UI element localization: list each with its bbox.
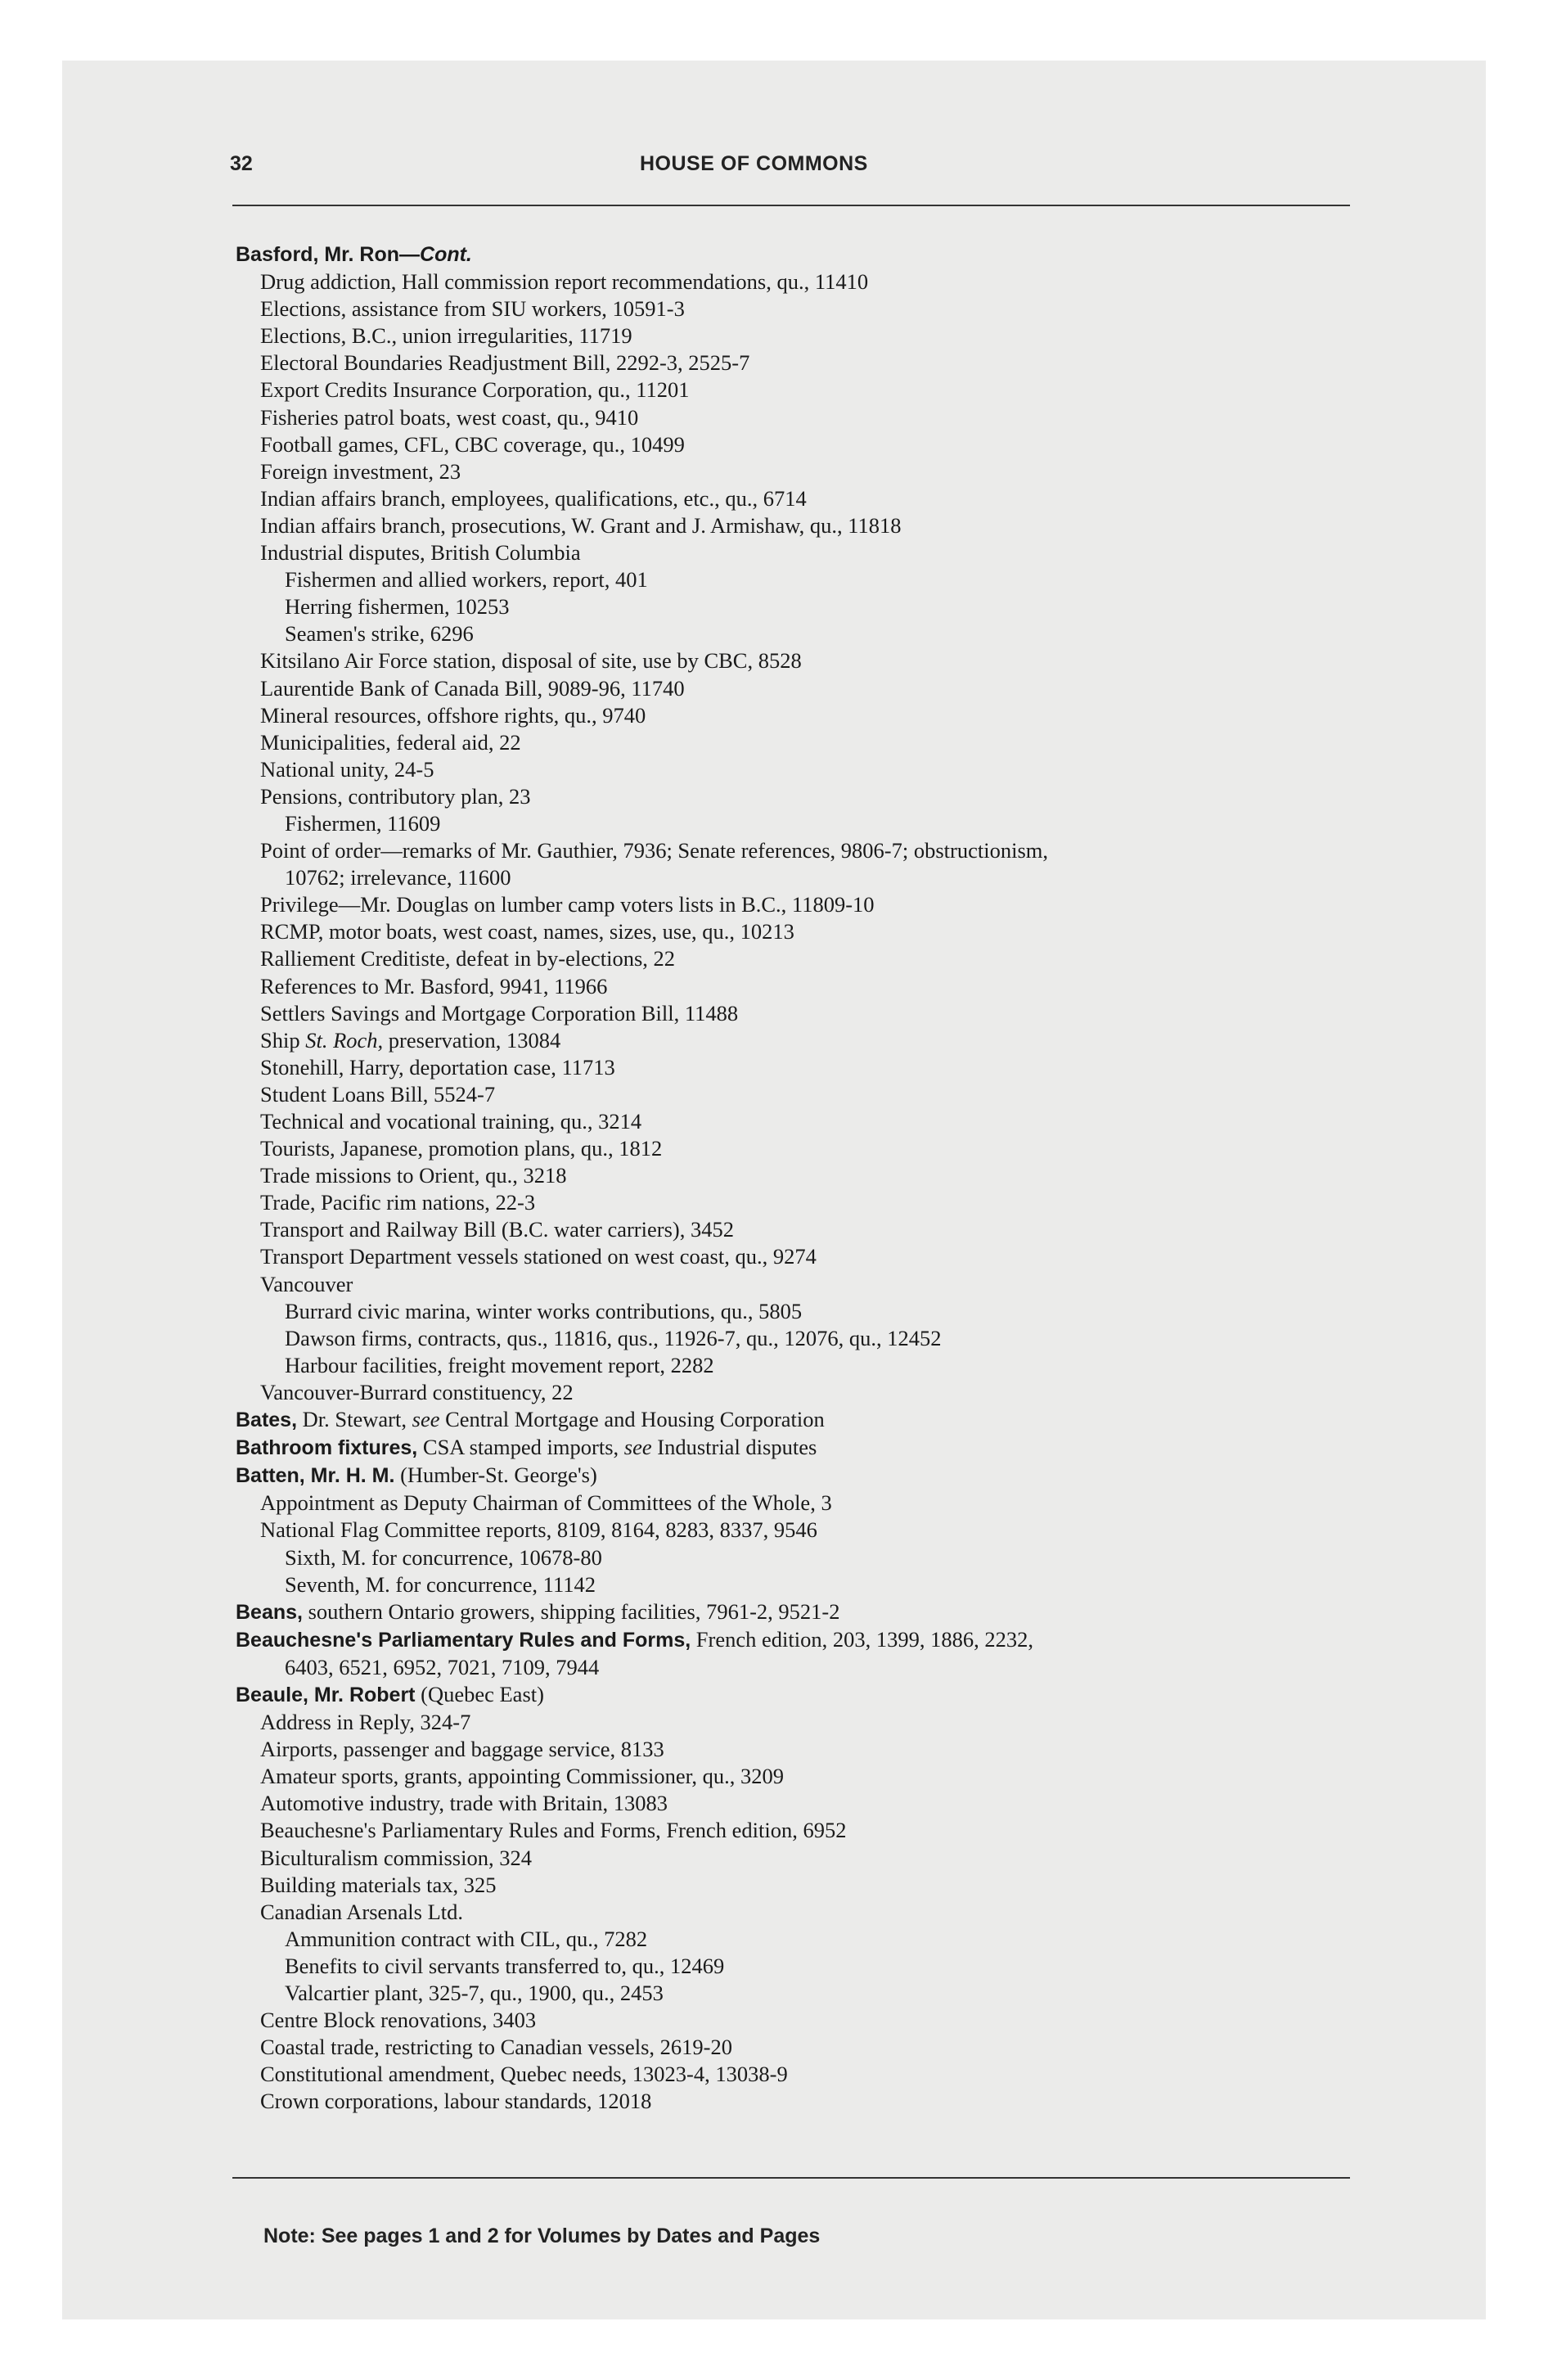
entry-text: Foreign investment, 23 (260, 458, 461, 484)
index-subentry (236, 1352, 1381, 1379)
entry-text: Technical and vocational training, qu., 3214 (260, 1109, 642, 1134)
index-subentry (236, 1980, 1381, 2007)
entry-text: Elections, B.C., union irregularities, 11719 (260, 323, 632, 349)
index-subentry (236, 349, 1381, 376)
entry-text: Transport and Railway Bill (B.C. water carriers), 3452 (260, 1217, 734, 1242)
entry-text: Automotive industry, trade with Britain, 13083 (260, 1791, 668, 1816)
entry-text: Transport Department vessels stationed on west coast, qu., 9274 (260, 1244, 817, 1269)
footer-rule (232, 2177, 1350, 2179)
entry-text: RCMP, motor boats, west coast, names, sizes, use, qu., 10213 (260, 919, 794, 944)
entry-text: (Humber-St. George's) (394, 1463, 597, 1488)
entry-text: Beaule, Mr. Robert (236, 1683, 416, 1706)
entry-text: Canadian Arsenals Ltd. (260, 1899, 464, 1924)
index-subentry (236, 1845, 1381, 1872)
index-subentry (236, 2007, 1381, 2034)
index-subentry (236, 1243, 1381, 1270)
index-subentry (236, 1926, 1381, 1953)
entry-text: see (412, 1407, 440, 1432)
index-subentry (236, 1325, 1381, 1352)
entry-text: Central Mortgage and Housing Corporation (439, 1407, 825, 1432)
entry-text: Airports, passenger and baggage service, 8133 (260, 1737, 664, 1762)
index-subentry (236, 1108, 1381, 1135)
index-subentry (236, 864, 1381, 891)
entry-text: Bates, (236, 1409, 298, 1432)
entry-text: (Quebec East) (415, 1681, 544, 1706)
index-heading (236, 1406, 1381, 1434)
entry-text: Centre Block renovations, 3403 (260, 2008, 537, 2033)
index-subentry (236, 1135, 1381, 1162)
index-subentry (236, 1899, 1381, 1926)
entry-text: Beauchesne's Parliamentary Rules and Forms, French edition, 6952 (260, 1818, 847, 1843)
entry-text: Batten, Mr. H. M. (236, 1464, 395, 1488)
index-subentry (236, 1709, 1381, 1736)
entry-text: preservation, 13084 (383, 1027, 561, 1053)
entry-text: Industrial disputes (651, 1435, 817, 1460)
entry-text: Beauchesne's Parliamentary Rules and Forms, (236, 1628, 691, 1652)
entry-text: Electoral Boundaries Readjustment Bill, 2292-3, 2525-7 (260, 350, 750, 376)
index-subentry (236, 566, 1381, 593)
entry-text: Indian affairs branch, prosecutions, W. Grant and J. Armishaw, qu., 11818 (260, 512, 902, 538)
entry-text: National unity, 24-5 (260, 756, 434, 782)
entry-text: Trade, Pacific rim nations, 22-3 (260, 1190, 536, 1215)
index-heading (236, 1626, 1381, 1654)
entry-text: Harbour facilities, freight movement report, 2282 (285, 1352, 714, 1377)
entry-text: Stonehill, Harry, deportation case, 11713 (260, 1054, 615, 1080)
index-subentry (236, 1953, 1381, 1980)
index-subentry (236, 837, 1381, 864)
entry-text: southern Ontario growers, shipping facilities, 7961-2, 9521-2 (302, 1598, 840, 1624)
index-subentry (236, 1790, 1381, 1817)
entry-text: National Flag Committee reports, 8109, 8164, 8283, 8337, 9546 (260, 1517, 817, 1543)
index-subentry (236, 295, 1381, 322)
index-subentry (236, 1571, 1381, 1598)
index-subentry (236, 2034, 1381, 2061)
entry-text: Burrard civic marina, winter works contributions, qu., 5805 (285, 1298, 803, 1323)
index-subentry (236, 512, 1381, 539)
index-subentry (236, 702, 1381, 729)
entry-text: Elections, assistance from SIU workers, 10591-3 (260, 296, 685, 322)
running-title: HOUSE OF COMMONS (640, 152, 868, 175)
entry-text: Seventh, M. for concurrence, 11142 (285, 1571, 596, 1597)
index-heading (236, 1681, 1381, 1709)
index-subentry (236, 539, 1381, 566)
index-subentry (236, 485, 1381, 512)
entry-text: Tourists, Japanese, promotion plans, qu., 1812 (260, 1136, 663, 1161)
index-subentry (236, 404, 1381, 431)
entry-text: Point of order—remarks of Mr. Gauthier, 7936; Senate references, 9806-7; obstructionism, (260, 838, 1049, 863)
entry-text: Football games, CFL, CBC coverage, qu., 10499 (260, 431, 685, 457)
entry-text: 10762; irrelevance, 11600 (285, 865, 511, 890)
index-subentry (236, 973, 1381, 1000)
index-subentry (236, 1872, 1381, 1899)
entry-text: Mineral resources, offshore rights, qu., 9740 (260, 702, 646, 728)
entry-text: Valcartier plant, 325-7, qu., 1900, qu., 2453 (285, 1981, 664, 2005)
entry-text: Amateur sports, grants, appointing Commissioner, qu., 3209 (260, 1764, 785, 1789)
entry-text: Fishermen, 11609 (285, 810, 441, 836)
entry-text: Sixth, M. for concurrence, 10678-80 (285, 1544, 602, 1570)
entry-text: Crown corporations, labour standards, 12018 (260, 2089, 652, 2114)
entry-text: Ralliement Creditiste, defeat in by-elections, 22 (260, 946, 676, 971)
entry-text: Benefits to civil servants transferred to, qu., 12469 (285, 1953, 725, 1978)
entry-text: Privilege—Mr. Douglas on lumber camp voters lists in B.C., 11809-10 (260, 892, 875, 917)
entry-text: Fishermen and allied workers, report, 401 (285, 567, 648, 593)
index-heading (236, 1434, 1381, 1462)
entry-text: Address in Reply, 324-7 (260, 1710, 471, 1735)
index-subentry (236, 268, 1381, 295)
entry-text: CSA stamped imports, (417, 1435, 624, 1460)
index-subentry (236, 1379, 1381, 1406)
entry-text: Constitutional amendment, Quebec needs, 13023-4, 13038-9 (260, 2062, 788, 2087)
index-subentry (236, 1189, 1381, 1216)
entry-text: Herring fishermen, 10253 (285, 594, 510, 620)
index-subentry (236, 1054, 1381, 1081)
entry-text: Appointment as Deputy Chairman of Committees of the Whole, 3 (260, 1490, 832, 1516)
index-subentry (236, 2061, 1381, 2088)
entry-text: Beans, (236, 1600, 303, 1624)
index-subentry (236, 1216, 1381, 1243)
entry-text: French edition, 203, 1399, 1886, 2232, (691, 1626, 1033, 1652)
entry-text: Laurentide Bank of Canada Bill, 9089-96, 11740 (260, 675, 685, 701)
entry-text: Coastal trade, restricting to Canadian vessels, 2619-20 (260, 2035, 732, 2060)
entry-text: Vancouver-Burrard constituency, 22 (260, 1379, 574, 1404)
index-subentry (236, 1298, 1381, 1325)
entry-text: Drug addiction, Hall commission report recommendations, qu., 11410 (260, 269, 869, 295)
entry-text: Basford, Mr. Ron (236, 243, 400, 266)
index-subentry (236, 431, 1381, 458)
entry-text: Dawson firms, contracts, qus., 11816, qus., 11926-7, qu., 12076, qu., 12452 (285, 1325, 942, 1350)
index-subentry (236, 891, 1381, 918)
index-subentry (236, 1544, 1381, 1571)
entry-text: Industrial disputes, British Columbia (260, 540, 581, 566)
entry-text: Pensions, contributory plan, 23 (260, 783, 531, 809)
entry-text: Trade missions to Orient, qu., 3218 (260, 1163, 567, 1188)
index-subentry (236, 1736, 1381, 1763)
index-subentry (236, 756, 1381, 783)
entry-text: Indian affairs branch, employees, qualifications, etc., qu., 6714 (260, 485, 807, 511)
index-heading (236, 241, 1381, 268)
index-subentry (236, 1817, 1381, 1844)
index-subentry (236, 322, 1381, 349)
index-entries (236, 241, 1381, 2115)
entry-text: see (623, 1435, 652, 1460)
entry-text: Fisheries patrol boats, west coast, qu., 9410 (260, 404, 639, 430)
index-subentry (236, 1162, 1381, 1189)
entry-text: — (399, 243, 421, 266)
entry-text: Seamen's strike, 6296 (285, 621, 474, 647)
entry-text: St. Roch, (305, 1027, 384, 1053)
entry-text: References to Mr. Basford, 9941, 11966 (260, 973, 608, 998)
index-subentry (236, 620, 1381, 647)
index-subentry (236, 1654, 1381, 1681)
footer-note: Note: See pages 1 and 2 for Volumes by Dates and Pages (263, 2224, 821, 2247)
header-rule (232, 205, 1350, 206)
index-heading (236, 1462, 1381, 1490)
entry-text: Export Credits Insurance Corporation, qu., 11201 (260, 377, 690, 403)
index-subentry (236, 1763, 1381, 1790)
entry-text: Building materials tax, 325 (260, 1872, 497, 1897)
index-subentry (236, 1000, 1381, 1027)
index-subentry (236, 1271, 1381, 1298)
entry-text: Vancouver (260, 1271, 353, 1296)
entry-text: Ammunition contract with CIL, qu., 7282 (285, 1926, 648, 1951)
index-subentry (236, 1027, 1381, 1054)
entry-text: Cont. (420, 243, 472, 266)
entry-text: Dr. Stewart, (297, 1407, 412, 1432)
index-subentry (236, 376, 1381, 403)
index-subentry (236, 1081, 1381, 1108)
entry-text: 6403, 6521, 6952, 7021, 7109, 7944 (285, 1654, 600, 1679)
index-subentry (236, 647, 1381, 674)
entry-text: Bathroom fixtures, (236, 1436, 418, 1460)
entry-text: Biculturalism commission, 324 (260, 1845, 532, 1870)
entry-text: Municipalities, federal aid, 22 (260, 729, 521, 755)
index-subentry (236, 458, 1381, 485)
index-subentry (236, 1517, 1381, 1544)
index-subentry (236, 1490, 1381, 1517)
entry-text: Student Loans Bill, 5524-7 (260, 1081, 496, 1107)
index-subentry (236, 2088, 1381, 2115)
index-subentry (236, 918, 1381, 945)
page-header (169, 152, 1347, 185)
index-subentry (236, 675, 1381, 702)
entry-text: Settlers Savings and Mortgage Corporation Bill, 11488 (260, 1000, 739, 1025)
page-number: 32 (230, 152, 253, 175)
index-subentry (236, 945, 1381, 972)
index-subentry (236, 729, 1381, 756)
entry-text: Kitsilano Air Force station, disposal of site, use by CBC, 8528 (260, 648, 802, 674)
index-heading (236, 1598, 1381, 1626)
index-subentry (236, 783, 1381, 810)
index-subentry (236, 593, 1381, 620)
index-subentry (236, 810, 1381, 837)
entry-text: Ship (260, 1027, 306, 1053)
